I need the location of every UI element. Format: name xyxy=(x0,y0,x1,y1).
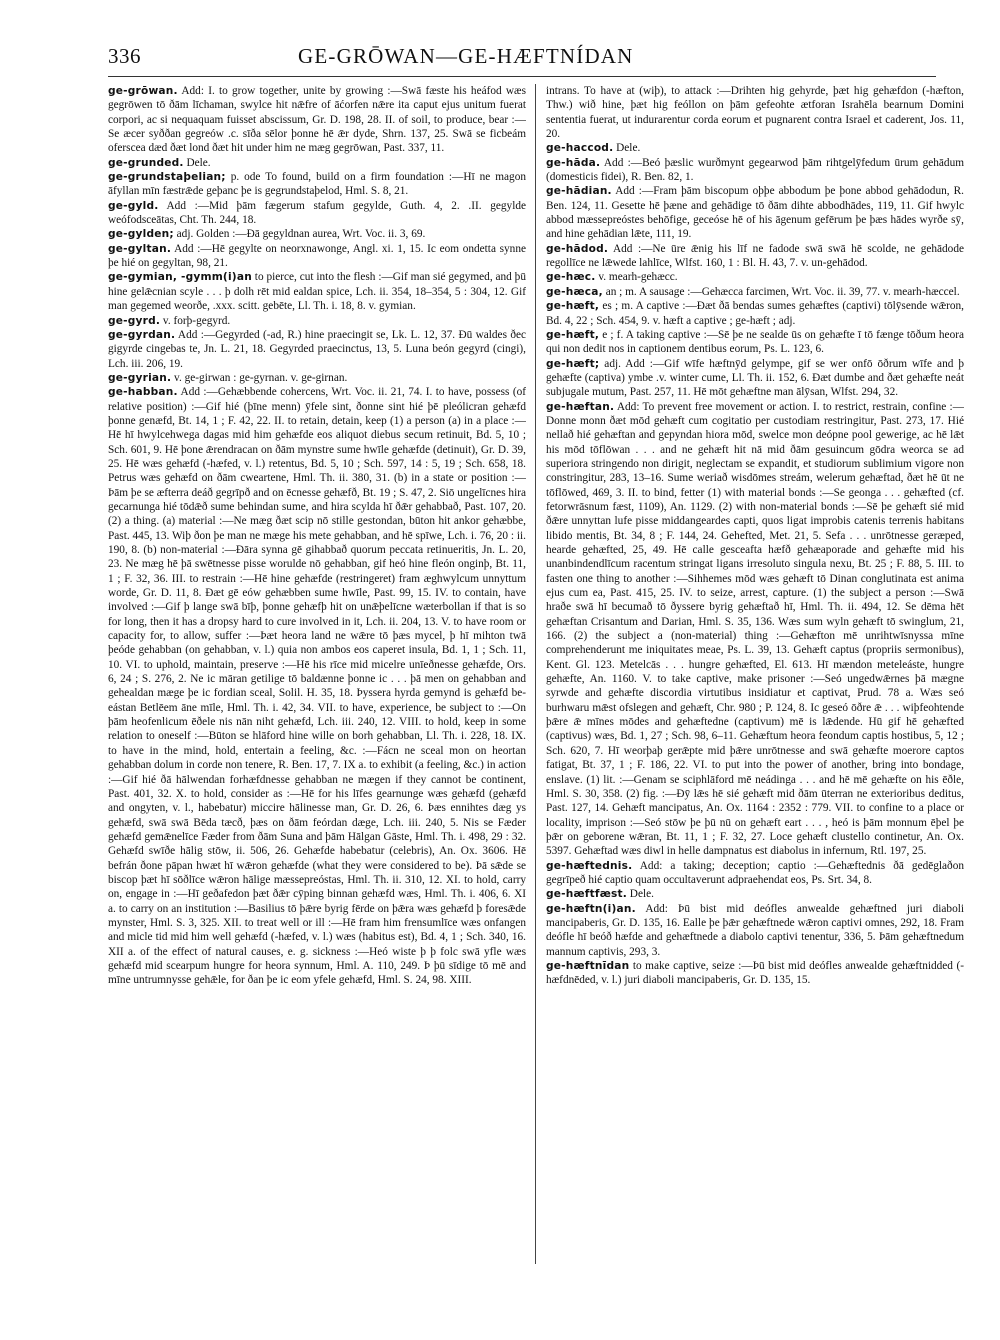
entry-headword: ge-gyrdan. xyxy=(108,328,176,341)
entry-headword: ge-hæca, xyxy=(546,285,603,298)
entry-text: an ; m. A sausage :—Gehæcca farcimen, Wrt. Voc. ii. 39, 77. v. mearh-hæccel. xyxy=(602,285,960,298)
dictionary-entry xyxy=(108,371,526,385)
entry-text: to make captive, seize :—Þū bist mid deófles anwealde gehæftnidded (-hæfdnēded, v. l.) juri diaboli mancipaberis, Gr. D. 135, 15. xyxy=(546,959,964,987)
entry-text: Add :—Hē gegylte on neorxnawonge, Angl. xi. 1, 15. Ic eom ondetta synne þe hié on gegyltan, 98, 21. xyxy=(108,242,526,270)
entry-headword: ge-hæft; xyxy=(546,357,600,370)
dictionary-entry xyxy=(546,270,964,284)
dictionary-entry xyxy=(546,400,964,859)
page-header xyxy=(108,38,936,72)
column-divider xyxy=(535,84,536,1264)
entry-headword: ge-gyrd. xyxy=(108,314,161,327)
dictionary-entry xyxy=(108,270,526,313)
dictionary-entry xyxy=(546,299,964,328)
dictionary-entry xyxy=(546,959,964,988)
entry-text: Add :—Beó þæslic wurðmynt gegearwod þām rihtgelȳfedum ūrum gehādum (domesticis fidei), R. Ben. 82, 1. xyxy=(546,156,964,184)
dictionary-entry xyxy=(108,199,526,228)
entry-text: Add: a taking; deception; captio :—Gehæftednis ðā gedēglaðon gegrīpeð hié captio quam occultaverunt adpraehendat eos, Ps. Srt. 34, 8. xyxy=(546,859,964,886)
running-head: GE-GRŌWAN—GE-HÆFTNÍDAN xyxy=(298,44,634,68)
entry-text: p. ode To found, build on a firm foundation :—Hī ne magon āfyllan mīn fæstrǣde geþanc þe is gegrundstaþelod, Hml. S. 8, 21. xyxy=(108,171,526,198)
entry-headword: ge-hæftan. xyxy=(546,400,615,413)
entry-text: adj. Golden :—Ðā gegyldnan aurea, Wrt. Voc. ii. 3, 69. xyxy=(173,228,426,241)
entry-text: Add: Þū bist mid deófles anwealde gehæftned juri diaboli mancipaberis, Gr. D. 135, 16. Ealle þe þǣr gehæftnede wǣron captivi omnes, 292, 18. Fram deófle hī beóð hæfde and gehæftnede a diabolo captivi tenentur, 336, 5. Þām gehæftnedum mannum captivis, 293, 3. xyxy=(546,902,964,958)
entry-text: Add :—Mid þām fægerum stafum gegylde, Guth. 4, 2. .II. gegylde weófodsceātas, Cht. Th. 244, 18. xyxy=(108,199,526,227)
entry-headword: ge-gyrian. xyxy=(108,371,172,384)
dictionary-entry xyxy=(546,84,964,141)
entry-headword: ge-gylden; xyxy=(108,228,174,241)
entry-headword: ge-grundstaþelian; xyxy=(108,171,226,184)
entry-headword: ge-hæftn(i)an. xyxy=(546,902,636,915)
entry-headword: ge-gyltan. xyxy=(108,242,172,255)
dictionary-entry xyxy=(546,156,964,185)
dictionary-entry xyxy=(546,141,964,155)
entry-text: e ; f. A taking captive :—Sē þe ne sealde ūs on gehæfte ī tō fænge tōðum heora qui non dedit nos in captionem dentibus eorum, Ps. L. 123, 6. xyxy=(546,328,964,356)
dictionary-entry xyxy=(108,227,526,241)
entry-text: Add :—Ne ūre ǣnig his līf ne fadode swā swā hē scolde, ne gehādode regollīce ne lǣwede lahlīce, Wlfst. 160, 1 : Bl. H. 43, 7. v. un-gehādod. xyxy=(546,242,964,270)
entry-headword: ge-hāda. xyxy=(546,156,601,169)
entry-text: Add :—Gehæbbende cohercens, Wrt. Voc. ii. 21, 74. I. to have, possess (of relative position) :—Gif hié (þīne menn) ȳfele sint, ðonne sint hié þē pleólicran gehæfd þonne genæfd, Bt. 14, 1 ; F. 42, 22. II. to retain, detain, keep (1) a person (a) in a place :—Hē hī hwylcehwega dagas mid him gehæfde eos aliquot diebus secum retinuit, Bd. 5, 10 ; Sch. 601, 9. Hē þone ǣrendracan on ðām mynstre sume hwīle gehæfde (detinuit), Gr. D. 39, 25. Hē wæs gehæfd (-hæfed, v. l.) retentus, Bd. 5, 10 ; Sch. 597, 14 : 5, 19 ; Sch. 658, 18. Petrus wæs gehæfd on ðām cweartene, Hml. Th. ii. 380, 31. (b) in a state or position :—Þām þe se æfterra deáð gegrīpð and on ēcnesse gehæfð, Bt. 19 ; S. 47, 2. Siō ungelīcnes hira gecarnunga hié tōdǣð sume behindan sume, and hira scylda hī ðǣr gehabbað, Past. 107, 20. (2) a thing. (a) material :—Ne mæg ðæt scip nō stille gestondan, būton hit ankor gehæbbe, Past. 445, 13. Wiþ ðon þe man ne mæge his mete gehabban, and hē spīwe, Lch. i. 76, 20 : ii. 190, 8. (b) non-material :—Ðāra synna gē gihabbað quorum peccata retinueritis, Jn. L. 20, 23. Ne mæg hē þā swētnesse pisse worulde nō gehabban, gif heó hine fleón onginþ, Bt. 11, 1 ; F. 32, 36. III. to restrain :—Hē hine gehæfde (restringeret) fram æghwylcum unnyttum worde, Gr. D. 11, 8. Ðæt gē eów gehæbben sume hwīle, Past. 99, 15. IV. to contain, have involved :—Gif þ lange swā bīþ, þonne gehæfþ hit on unǣþelīcne wæterbollan if that is so for long, then it has a dropsy hard to cure involved in it, Lch. ii. 204, 13. V. to have room or capacity for, to allow, suffer :—Þæt heora land ne wǣre tō þæs mycel, þ hī mihton twā þeóde gehabban (on gehabban, v. l.) quia non ambos eos caperet insula, Bd. 1, 1 ; Sch. 11, 10. VI. to uphold, maintain, preserve :—Hē his rīce mid micelre unīeðnesse gehæfde, Ors. 6, 24 ; S. 276, 2. Ne ic māran getilige tō baldænne þonne ic . . . þā men on gehabban and gehealdan mæge þe ic fordian sceal, Solil. H. 35, 18. Þyssera hyrda gemynd is gehæfd be-eástan Betlēem āne mīle, Hml. Th. i. 42, 34. VII. to have, experience, be subject to :—On þām heofenlicum ēðele nis nān niht gehæfd, Lch. iii. 240, 12. VIII. to hold, keep in some relation to oneself :—Būton se hlāford hine wille on borh gehabban, Ll. Th. i. 228, 18. IX. to have in the mind, hold, entertain a feeling, &c. :—Fácn ne sceal mon on heortan gehabban dolum in corde non tenere, R. Ben. 17, 7. IX a. to exhibit (a feeling, &c.) in action :—Gif hié ðā hālwendan forhæfdnesse gehabban ne mægen if they cannot be continent, Past. 401, 32. X. to hold, consider as :—Hē for his līfes gearnunge wæs gehæfd (gehæfd and ongyten, v. l., habebatur) miccire hālinesse man, Gr. D. 26, 6. Þæs ennihtes dæg ys gehæfd, swā swā Bēda tæcð, þæs on ðām feórdan dæge, Lch. iii. 240, 5. Nis se Fæder gehæfd gemǣnelīce Fæder from ðām Suna and þām Hālgan Gāste, Hml. Th. i. 498, 29 : 32. Gehæfd swīðe hālig stōw, ii. 506, 26. Gehæfde habebatur (celebris), An. Ox. 3606. Hē befrán ðone pāpan hwæt hī wǣron gehæfde (what they were considered to be). Þā sǣde se biscop þæt hī sōðlīce wǣron hālige mæssepreóstas, Hml. Th. ii. 310, 12. XI. to hold, carry on, engage in :—Hī geðafedon þæt ðǣr cȳping binnan gehæfd wæs, Hml. Th. i. 406, 6. XI a. to carry on an institution :—Basilius tō þǣre byrig fērde on þǣra wæs gehæfd þ foresǣde mynster, Hml. S. 3, 325. XII. to treat well or ill :—Hē fram him frensumlīce wæs onfangen and micle tid mid him well gehæfd (-hæfed, v. l.) wæs (habitus est), Bd. 4, 1 ; Sch. 340, 16. XII a. of the effect of natural causes, e. g. sickness :—Heó wiste þ þ folc swā yfle wæs gehæfd mid scearpum hungre for heora synnum, Hml. A. 110, 249. Þ þū sīdige tō mē and mīne untrumnysse gehǣle, for ðan þe ic eom yfele gehæfd, Hml. S. 24, 98. XIII. xyxy=(108,386,526,987)
entry-headword: ge-gymian, -gymm(i)an xyxy=(108,271,252,284)
dictionary-entry xyxy=(546,328,964,357)
dictionary-entry xyxy=(546,902,964,959)
right-column xyxy=(546,84,964,1264)
entry-text: es ; m. A captive :—Ðæt ðā bendas sumes gehæftes (captivi) tōlȳsende wǣron, Bd. 4, 22 ; Sch. 454, 9. v. hæft a captive ; ge-hæft ; adj. xyxy=(546,300,964,327)
entry-headword: ge-haccod. xyxy=(546,142,614,155)
entry-text: Add :—Fram þām biscopum oþþe abbodum þe þone abbod gehādodun, R. Ben. 124, 11. Gesette hē þæne and gehādige tō ðām dihte abbodhādes, 119, 11. Gif hwylc abbod mæssepreóstes behōfige, geceóse hē of his āgenum gefērum þe þæs hādes wyrðe sȳ, and hine gehādian lǣte, 111, 19. xyxy=(546,185,964,241)
entry-text: Add :—Gegyrded (-ad, R.) hine praecingit se, Lk. L. 12, 37. Ðū waldes ðec gigyrde cingebas te, Jn. L. 21, 18. Gegyrded praecinctus, 13, 5. Luna beón gegyrd (cingi), Lch. iii. 206, 19. xyxy=(108,328,526,370)
dictionary-entry xyxy=(108,242,526,271)
dictionary-entry xyxy=(108,156,526,170)
entry-headword: ge-hādian. xyxy=(546,185,612,198)
dictionary-entry xyxy=(108,170,526,199)
entry-text: v. mearh-gehæcc. xyxy=(595,271,678,284)
entry-headword: ge-habban. xyxy=(108,386,178,399)
entry-headword: ge-hæftednis. xyxy=(546,859,633,872)
entry-headword: ge-hæft, xyxy=(546,300,600,313)
left-column xyxy=(108,84,526,1264)
dictionary-entry xyxy=(108,314,526,328)
entry-text: to pierce, cut into the flesh :—Gif man sié gegymed, and þū hine gelǣcnian scyle . . . þ dolh rēt mid ealdan spice, Lch. ii. 354, 18–354, 5 : 304, 12. Gif man gegemed weorðe, .xxx. scitt. gebēte, Ll. Th. i. 18, 8. v. gymian. xyxy=(108,271,526,313)
entry-text: v. ge-girwan : ge-gyrnan. v. ge-girnan. xyxy=(171,371,348,384)
dictionary-entry xyxy=(546,887,964,901)
dictionary-entry xyxy=(546,859,964,888)
entry-headword: ge-hæc. xyxy=(546,271,596,284)
dictionary-entry xyxy=(108,385,526,987)
entry-text: Add: I. to grow together, unite by growing :—Swā fæste his heáfod wæs gegrōwen tō ðām līchaman, swylce hit nǣfre of āćorfen nǣre ita caput ejus unitum fuerat corpori, ac si nequaquam fuisset abscissum, Gr. D. 198, 28. II. of soil, to produce, bear :—Se æcer syððan gegreów .c. sīða sēlor þonne hē ǣr dyde, Shrn. 137, 25. Swā se ficbeám oferscea dæd ðæt lond ðæt hit under him ne mæg gegrōwan, Past. 337, 11. xyxy=(108,85,526,155)
entry-headword: ge-gyld. xyxy=(108,199,159,212)
page-number: 336 xyxy=(108,44,141,68)
dictionary-entry xyxy=(546,357,964,400)
entry-text: adj. Add :—Gif wīfe hæftnȳd gelympe, gif se wer onfō ōðrum wīfe and þ gehæfte (captiva) ymbe .v. winter cume, Ll. Th. ii. 152, 6. Ðæt dumbe and ðæt gehæfte neát subjugale mutum, Past. 257, 11. Hē mōt gehæftne man ālȳsan, Wlfst. 294, 32. xyxy=(546,357,964,399)
dictionary-entry xyxy=(546,184,964,241)
entry-text: intrans. To have at (wiþ), to attack :—Drihten hig gehyrde, þæt hig gehæfdon (-hæfton, Thw.) wið hine, þæt hig feóllon on þām gefeohte ætforan Israhēla bearnum Domini sententia fuerat, ut indurarentur corda eorum et pugnarent contra Israel et caderent, Jos. 11, 20. xyxy=(546,85,964,141)
entry-text: Dele. xyxy=(613,142,641,155)
dictionary-entry xyxy=(546,242,964,271)
entry-headword: ge-hādod. xyxy=(546,242,609,255)
header-rule xyxy=(108,76,936,77)
entry-text: Add: To prevent free movement or action. I. to restrict, restrain, confine :—Donne monn ðæt mōd gehæft cum cogitatio per custodiam restringitur, Past. 273, 17. Hié nellað hié gehæftan and gepyndan hiora mōd, swelce mon deópne pool gewerige, ac hē lǣt his mōd tōflōwan . . . and ne gehæft hit nā mid ðām gesuincum gōdra weorca se ad superiora stringendo non dirigit, neglectam se expandit, et studiorum sublimium vigore non constringitur, 283, 13–16. Sume weriað wisdōmes streám, welerum gehæftad, ðæt hē ūt ne tōflōwed, 469, 3. II. to bind, fetter (1) with material bonds :—Se geonga . . . gehæfted (cf. fetorwrāsnum fæst, 1109), An. 1129. (2) with non-material bonds :—Sē þe gehæft sié mid ðǣre unnyttan lufe pisse middangeardes capti, quos ligat improbis catenis terrenis habitans libido mentis, Bt. 34, 8 ; F. 144, 24. Gehefted, Met. 21, 5. Sefa . . . unrōtnesse geræped, hearde gehæfted, 25, 49. Hē calle gesceafta hæfð gehæaporade and gehæfte mid his unanbindendlīcum racentum stringat ligans irresoluto singula nexu, Bt. 25 ; F. 88, 5. III. to fasten one thing to another :—Sihhemes mōd wæs gehæft tō Dinan conglutinata est anima ejus cum ea, Past. 415, 25. IV. to seize, arrest, capture. (1) the subject a person :—Swā hraðe swā hī becumað tō ðyssere byrig gehæftað hī, Hml. Th. ii. 494, 12. Se dēma hēt gehæftan Crisantum and Darian, Hml. S. 35, 136. Wæs sum wyln gehæft tō swinglum, 21, 166. (2) the subject a (non-material) thing :—Gehæfton mē unrihtwīsnyssa mīne comprehenderunt me iniquitates meae, Ps. L. 39, 13. Gehæft captus (propriis sermonibus), Kent. Gl. 123. Metelcās . . . hungre gehæfted, El. 613. Hī mændon meteleáste, hungre gehæfte, An. 1160. V. to take captive, make prisoner :—Seó ungedwǣrnes þā mægne syrwde and gehæfte discordia virtutibus insidiatur et captivat, Prud. 78 a. Wæs seó burhwaru mǣst ofslegen and gehæft, Chr. 980 ; P. 124, 8. Ic geseó ōðre ǣ . . . wiþfeohtende þǣre ǣ mīnes mōdes and gehæftedne (captivum) mē is lǣdende. Hū gif hē gehæfted (captivus) wæs, Bd. 1, 27 ; Sch. 98, 6–11. Gehæftum heora feondum captis hostibus, 5, 12 ; Sch. 620, 7. Hī weorþaþ gerǣpte mid þǣre unrōtnesse and swā gehæfte moerore captos fatigat, Bt. 37, 1 ; F. 186, 22. VI. to put into the power of another, bring into bondage, enslave. (1) lit. :—Genam se sciphlāford mē neádinga . . . and hē mē gehæfte on his ēðle, Hml. S. 30, 358. (2) fig. :—Ðȳ lǣs hē sié gehæft mid ðām ūterran ne exterioribus deditus, Past. 127, 14. Gehæft mancipatus, An. Ox. 1164 : 2352 : 779. VII. to confine to a place or locality, imprison :—Seó stōw þe þū nū on gehæft eart . . . , heó is þām monnum ēþel þe þǣr on geborene wǣran, Bt. 11, 1 ; F. 32, 27. Loce gehæft clustello continetur, An. Ox. 5397. Gehæftad wæs diwl in helle dampnatus est diabolus in infernum, Rtl. 197, 25. xyxy=(546,400,964,858)
entry-headword: ge-hæftfæst. xyxy=(546,888,627,901)
entry-text: v. forþ-gegyrd. xyxy=(160,314,231,327)
entry-headword: ge-grōwan. xyxy=(108,85,178,97)
entry-headword: ge-hæft, xyxy=(546,328,600,341)
dictionary-entry xyxy=(546,285,964,299)
entry-headword: ge-hæftnīdan xyxy=(546,959,630,972)
entry-text: Dele. xyxy=(626,888,654,901)
dictionary-entry xyxy=(108,84,526,156)
dictionary-entry xyxy=(108,328,526,371)
entry-text: Dele. xyxy=(183,156,211,169)
entry-headword: ge-grunded. xyxy=(108,156,184,169)
